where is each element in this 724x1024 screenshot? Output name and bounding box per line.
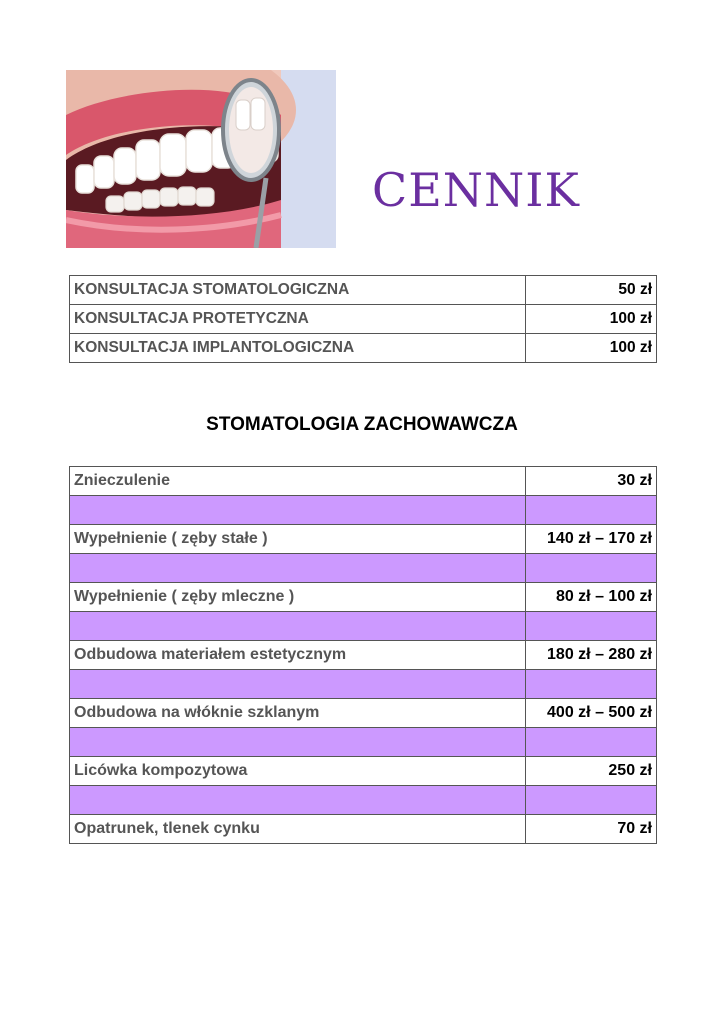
spacer-cell — [70, 554, 526, 583]
spacer-cell — [526, 612, 657, 641]
service-name: Znieczulenie — [70, 467, 526, 496]
service-price: 100 zł — [526, 334, 657, 363]
table-row — [70, 467, 657, 496]
spacer-cell — [526, 728, 657, 757]
spacer-cell — [526, 786, 657, 815]
services-price-table — [69, 466, 657, 844]
table-row — [70, 525, 657, 554]
spacer-cell — [70, 728, 526, 757]
service-price: 400 zł – 500 zł — [526, 699, 657, 728]
section-title: STOMATOLOGIA ZACHOWAWCZA — [206, 414, 518, 435]
table-row — [70, 334, 657, 363]
table-row — [70, 699, 657, 728]
service-name: KONSULTACJA IMPLANTOLOGICZNA — [70, 334, 526, 363]
service-price: 30 zł — [526, 467, 657, 496]
table-row — [70, 815, 657, 844]
spacer-row — [70, 612, 657, 641]
service-name: Opatrunek, tlenek cynku — [70, 815, 526, 844]
spacer-row — [70, 728, 657, 757]
spacer-cell — [526, 554, 657, 583]
table-row — [70, 583, 657, 612]
table-row — [70, 641, 657, 670]
spacer-cell — [70, 496, 526, 525]
service-price: 180 zł – 280 zł — [526, 641, 657, 670]
spacer-cell — [526, 670, 657, 699]
service-price: 140 zł – 170 zł — [526, 525, 657, 554]
service-name: Wypełnienie ( zęby stałe ) — [70, 525, 526, 554]
spacer-row — [70, 496, 657, 525]
spacer-row — [70, 670, 657, 699]
service-name: KONSULTACJA PROTETYCZNA — [70, 305, 526, 334]
service-name: KONSULTACJA STOMATOLOGICZNA — [70, 276, 526, 305]
consultation-price-table — [69, 275, 657, 363]
service-name: Wypełnienie ( zęby mleczne ) — [70, 583, 526, 612]
table-row — [70, 757, 657, 786]
service-price: 50 zł — [526, 276, 657, 305]
smile-with-dental-mirror-image — [66, 70, 336, 248]
service-name: Licówka kompozytowa — [70, 757, 526, 786]
service-price: 100 zł — [526, 305, 657, 334]
service-price: 250 zł — [526, 757, 657, 786]
spacer-cell — [70, 670, 526, 699]
spacer-cell — [70, 612, 526, 641]
service-name: Odbudowa na włóknie szklanym — [70, 699, 526, 728]
service-price: 80 zł – 100 zł — [526, 583, 657, 612]
spacer-row — [70, 786, 657, 815]
service-price: 70 zł — [526, 815, 657, 844]
spacer-row — [70, 554, 657, 583]
table-row — [70, 305, 657, 334]
service-name: Odbudowa materiałem estetycznym — [70, 641, 526, 670]
page-title: CENNIK — [372, 163, 580, 217]
spacer-cell — [70, 786, 526, 815]
table-row — [70, 276, 657, 305]
spacer-cell — [526, 496, 657, 525]
